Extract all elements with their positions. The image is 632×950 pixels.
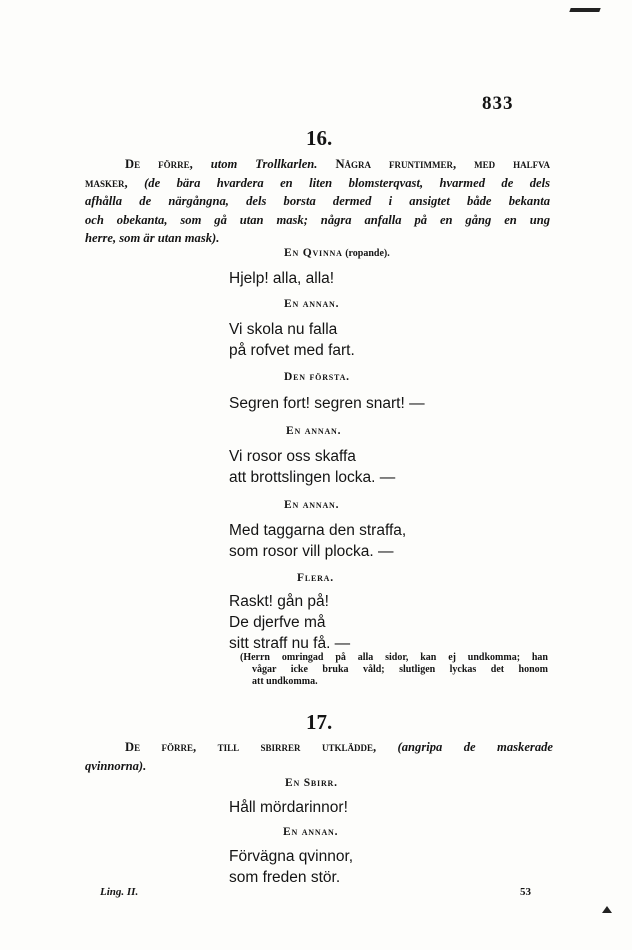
sd16-line-0: De förre, utom Trollkarlen. Några fruntimmer, med halfva — [125, 157, 550, 171]
verse-line: att brottslingen locka. — — [229, 469, 396, 486]
bottom-corner-mark — [602, 906, 612, 913]
verse-line: De djerfve må — [229, 614, 326, 631]
speaker-label: En annan. — [286, 425, 342, 437]
verse-line: Förvägna qvinnor, — [229, 848, 354, 865]
scene-16-stage-direction — [85, 155, 550, 248]
scene-16-heading: 16. — [306, 126, 333, 150]
footer-sheet-number: 53 — [520, 886, 531, 898]
verse-block — [229, 319, 355, 361]
verse-line: Hjelp! alla, alla! — [229, 270, 335, 287]
scene-17-stage-direction — [85, 738, 553, 775]
verse-line: Håll mördarinnor! — [229, 799, 348, 816]
sd16-line-3: och obekanta, som gå utan mask; några anfalla på en gång en ung — [85, 212, 550, 227]
verse-line: Segren fort! segren snart! — — [229, 395, 425, 412]
note-line: att undkomma. — [252, 676, 318, 687]
verse-line: som rosor vill plocka. — — [229, 543, 394, 560]
verse-line: som freden stör. — [229, 869, 341, 886]
verse-line: Med taggarna den straffa, — [229, 522, 407, 539]
verse-line: sitt straff nu få. — — [229, 635, 351, 652]
note-line: (Herrn omringad på alla sidor, kan ej undkomma; han — [240, 652, 548, 663]
verse-line: Raskt! gån på! — [229, 593, 329, 610]
top-corner-mark — [569, 8, 600, 12]
sd16-line-4: herre, som är utan mask). — [85, 231, 220, 245]
sd17-line-1: qvinnorna). — [85, 758, 147, 773]
footer-signature: Ling. II. — [100, 886, 139, 898]
verse-line: på rofvet med fart. — [229, 342, 355, 359]
speaker-label: Flera. — [297, 572, 334, 584]
speaker-label: En annan. — [283, 826, 339, 838]
sd16-line-2: afhålla de närgångna, dels borsta dermed i ansigtet både bekanta — [85, 194, 550, 208]
closing-stage-direction — [240, 652, 548, 688]
speaker-label: En Sbirr. — [285, 777, 338, 789]
speaker-label: En annan. — [284, 298, 340, 310]
sd16-line-1: masker, (de bära hvardera en liten blomsterqvast, hvarmed de dels — [85, 175, 550, 190]
scene-17-heading: 17. — [306, 710, 333, 734]
verse-block — [229, 520, 406, 562]
note-line: vågar icke bruka våld; slutligen lyckas det honom — [252, 664, 548, 675]
verse-line: Vi rosor oss skaffa — [229, 448, 356, 465]
verse-block — [229, 591, 350, 654]
speaker-label: En Qvinna (ropande). — [284, 247, 390, 259]
speaker-label: Den första. — [284, 371, 350, 383]
page-number: 833 — [482, 93, 514, 114]
verse-block — [229, 446, 395, 488]
verse-block — [229, 268, 334, 289]
verse-line: Vi skola nu falla — [229, 321, 338, 338]
sd17-line-0: De förre, till sbirrer utklädde, (angripa de maskerade — [125, 740, 554, 754]
verse-block — [229, 846, 353, 888]
verse-block — [229, 393, 425, 414]
speaker-label: En annan. — [284, 499, 340, 511]
verse-block — [229, 797, 348, 818]
